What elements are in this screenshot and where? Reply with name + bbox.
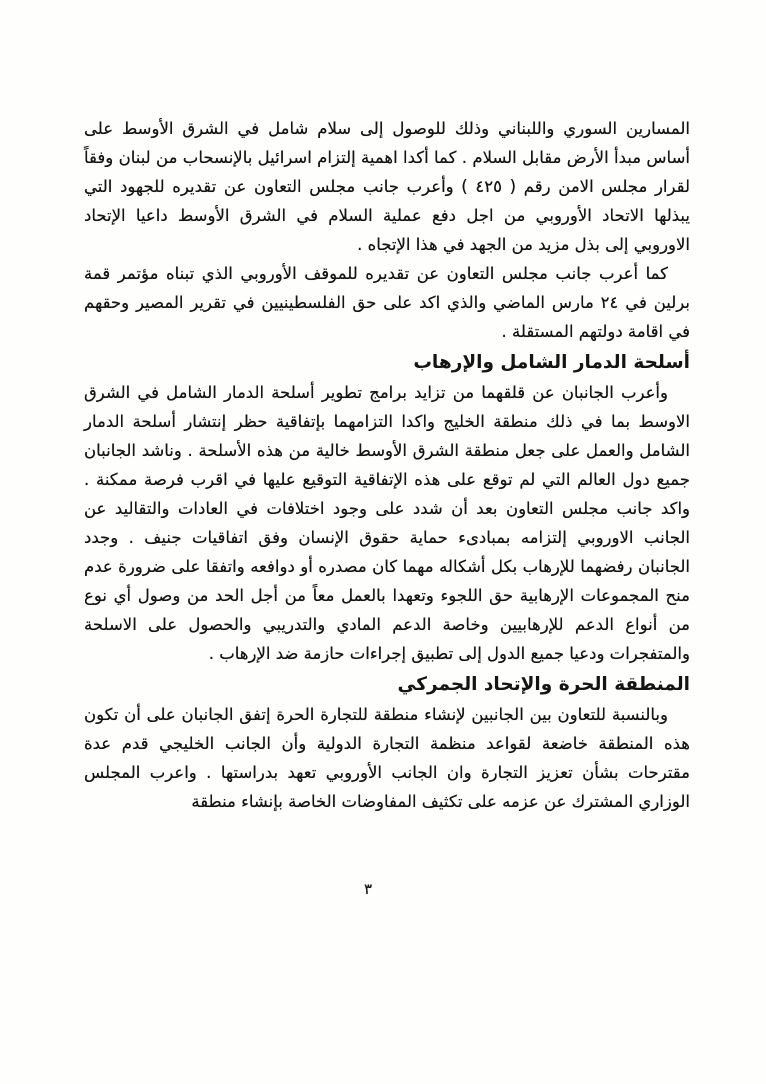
page-number: ٣ [363, 880, 372, 898]
heading-free-zone-customs-union: المنطقة الحرة والإتحاد الجمركي [397, 674, 690, 695]
document-body [84, 114, 690, 816]
paragraph-wmd-and-terrorism: وأعرب الجانبان عن قلقهما من تزايد برامج تطوير أسلحة الدمار الشامل في الشرق الاوسط بما في ذلك منطقة الخليج واكدا التزامهما بإتفاقية حظر إنتشار أسلحة الدمار الشامل والعمل على جعل منطقة الشرق الأوسط خالية من هذه الأسلحة . وناشد الجانبان جميع دول العالم التي لم توقع على هذه الإتفاقية التوقيع عليها في اقرب فرصة ممكنة . واكد جانب مجلس التعاون بعد أن شدد على وجود اختلافات في العادات والتقاليد عن الجانب الاوروبي إلتزامه بمبادىء حماية حقوق الإنسان وفق اتفاقيات جنيف . وجدد الجانبان رفضهما للإرهاب بكل أشكاله مهما كان مصدره أو دوافعه واتفقا على ضرورة عدم منح المجموعات الإرهابية حق اللجوء وتعهدا بالعمل معاً من أجل الحد من وصول أي نوع من أنواع الدعم للإرهابيين وخاصة الدعم المادي والتدريبي والحصول على الاسلحة والمتفجرات ودعيا جميع الدول إلى تطبيق إجراءات حازمة ضد الإرهاب . [84, 383, 690, 663]
heading-wmd-and-terrorism: أسلحة الدمار الشامل والإرهاب [413, 352, 690, 373]
paragraph-peace-process-continuation: المسارين السوري واللبناني وذلك للوصول إلى سلام شامل في الشرق الأوسط على أساس مبدأ الأرض مقابل السلام . كما أكدا اهمية إلتزام اسرائيل بالإنسحاب من لبنان وفقاً لقرار مجلس الامن رقم ( ٤٢٥ ) وأعرب جانب مجلس التعاون عن تقديره للجهود التي يبذلها الاتحاد الأوروبي من اجل دفع عملية السلام في الشرق الأوسط داعيا الإتحاد الاوروبي إلى بذل مزيد من الجهد في هذا الإتجاه . [84, 119, 690, 254]
paragraph-free-trade-zone: وبالنسبة للتعاون بين الجانبين لإنشاء منطقة للتجارة الحرة إتفق الجانبان على أن تكون هذه المنطقة خاضعة لقواعد منظمة التجارة الدولية وأن الجانب الخليجي قدم عدة مقترحات بشأن تعزيز التجارة وان الجانب الأوروبي تعهد بدراستها . واعرب المجلس الوزاري المشترك عن عزمه على تكثيف المفاوضات الخاصة بإنشاء منطقة [84, 705, 690, 811]
paragraph-berlin-summit: كما أعرب جانب مجلس التعاون عن تقديره للموقف الأوروبي الذي تبناه مؤتمر قمة برلين في ٢٤ مارس الماضي والذي اكد على حق الفلسطينيين في تقرير المصير وحقهم في اقامة دولتهم المستقلة . [84, 264, 690, 341]
